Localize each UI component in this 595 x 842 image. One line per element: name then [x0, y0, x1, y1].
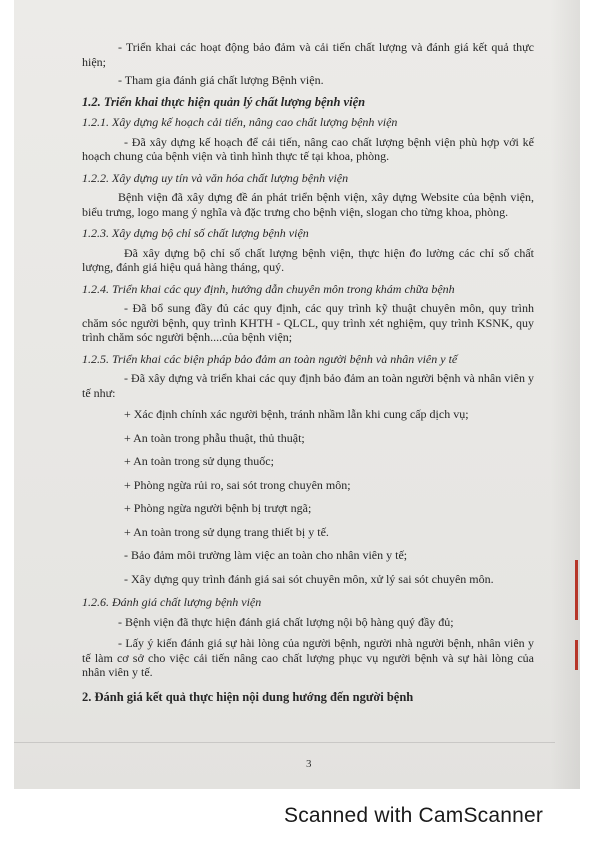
paragraph: Đã xây dựng bộ chỉ số chất lượng bệnh viện, thực hiện đo lường các chỉ số chất lượng, đánh giá hiệu quả hàng tháng, quý. [82, 245, 534, 274]
camscanner-watermark: Scanned with CamScanner [284, 804, 544, 827]
subsection-title: 1.2.1. Xây dựng kế hoạch cải tiến, nâng cao chất lượng bệnh viện [82, 115, 398, 129]
subsection-title: 1.2.6. Đánh giá chất lượng bệnh viện [82, 595, 262, 609]
subsection-title: 1.2.5. Triển khai các biện pháp bảo đảm an toàn người bệnh và nhân viên y tế [82, 351, 458, 366]
list-item: + Phòng ngừa rủi ro, sai sót trong chuyên môn; [124, 477, 351, 492]
paragraph: - Đã bổ sung đầy đủ các quy định, các quy trình kỹ thuật chuyên môn, quy trình chăm sóc người bệnh, quy trình KHTH - QLCL, quy trình xét nghiệm, quy trình KSNK, quy trình chăm sóc người bệnh....của bệnh viện; [82, 301, 534, 344]
subsection-title: 1.2.3. Xây dựng bộ chỉ số chất lượng bệnh viện [82, 226, 309, 240]
list-item: - Bảo đảm môi trường làm việc an toàn cho nhân viên y tế; [124, 548, 408, 562]
document-body [82, 40, 534, 704]
subsection-title: 1.2.2. Xây dựng uy tín và văn hóa chất lượng bệnh viện [82, 170, 349, 185]
list-item: + Xác định chính xác người bệnh, tránh nhầm lẫn khi cung cấp dịch vụ; [124, 407, 469, 421]
list-item: + An toàn trong sử dụng trang thiết bị y tế. [124, 524, 329, 539]
paragraph: Bệnh viện đã xây dựng đề án phát triển bệnh viện, xây dựng Website của bệnh viện, biểu trưng, logo mang ý nghĩa và đặc trưng cho bệnh viện, slogan cho từng khoa, phòng. [82, 190, 534, 219]
paragraph: - Lấy ý kiến đánh giá sự hài lòng của người bệnh, người nhà người bệnh, nhân viên y tế làm cơ sở cho việc cải tiến nâng cao chất lượng phục vụ người bệnh và sự hài lòng của nhân viên y tế. [82, 636, 534, 679]
paragraph: - Đã xây dựng kế hoạch để cải tiến, nâng cao chất lượng bệnh viện phù hợp với kế hoạch chung của bệnh viện và tình hình thực tế tại khoa, phòng. [82, 134, 534, 163]
paragraph: - Triển khai các hoạt động bảo đảm và cải tiến chất lượng và đánh giá kết quả thực hiện; [82, 40, 534, 69]
divider [14, 742, 555, 743]
section-heading: 2. Đánh giá kết quả thực hiện nội dung hướng đến người bệnh [82, 689, 414, 704]
subsection-title: 1.2.4. Triển khai các quy định, hướng dẫn chuyên môn trong khám chữa bệnh [82, 281, 455, 296]
paragraph: - Tham gia đánh giá chất lượng Bệnh viện. [118, 73, 324, 87]
list-item: + Phòng ngừa người bệnh bị trượt ngã; [124, 501, 312, 515]
paragraph: - Đã xây dựng và triển khai các quy định bảo đảm an toàn người bệnh và nhân viên y tế như: [82, 371, 534, 400]
list-item: - Xây dựng quy trình đánh giá sai sót chuyên môn, xử lý sai sót chuyên môn. [124, 571, 494, 586]
section-heading: 1.2. Triển khai thực hiện quản lý chất lượng bệnh viện [82, 94, 366, 109]
page-number: 3 [306, 758, 312, 770]
red-edge-mark [575, 560, 578, 620]
red-edge-mark [575, 640, 578, 670]
list-item: + An toàn trong sử dụng thuốc; [124, 454, 274, 468]
paragraph: - Bệnh viện đã thực hiện đánh giá chất lượng nội bộ hàng quý đầy đủ; [118, 614, 454, 629]
list-item: + An toàn trong phẫu thuật, thủ thuật; [124, 430, 305, 445]
